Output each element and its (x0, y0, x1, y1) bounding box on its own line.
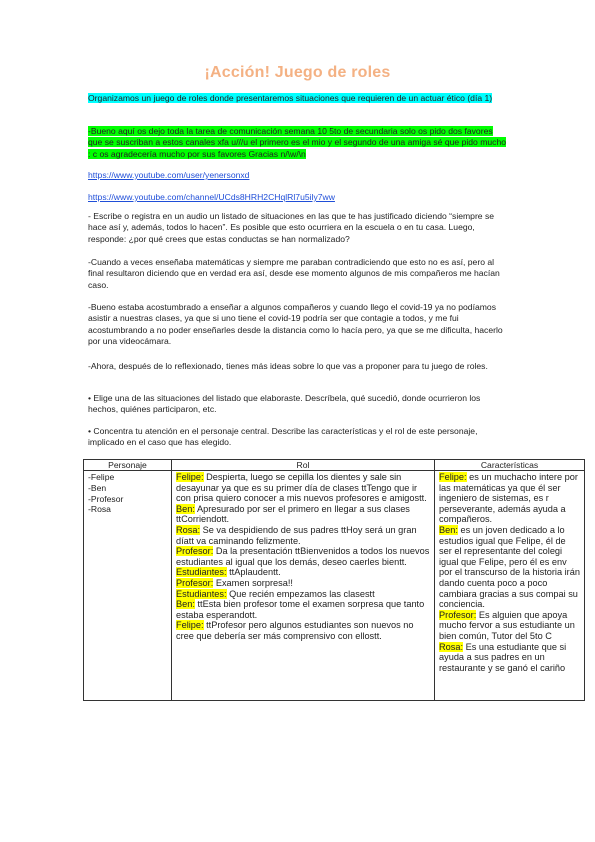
link-paragraph-1 (88, 170, 508, 181)
page-title: ¡Acción! Juego de roles (204, 64, 391, 81)
rol-text: Se va despidiendo de sus padres ttHoy será un gran díatt va caminando felizmente. (176, 524, 417, 546)
rol-entry (176, 525, 430, 546)
speaker-label: Felipe: (439, 472, 467, 482)
rol-entry (176, 567, 430, 578)
speaker-label: Rosa: (439, 641, 464, 652)
header-rol: Rol (172, 460, 435, 471)
header-personaje: Personaje (84, 460, 172, 471)
rol-text: Apresurado por ser el primero en llegar a sus clases ttCorriendott. (176, 503, 410, 525)
table-row (84, 471, 585, 701)
speaker-label: Profesor: (176, 546, 214, 557)
note-highlight: -Bueno aquí os dejo toda la tarea de comunicación semana 10 5to de secundaria solo os pido dos favores que se suscriban a estos canales xfa u///u el primero es el mio y el segundo de una amiga sé que pido mucho : c os agradecería mucho por sus favores Gracias n/\w/\n (88, 126, 506, 159)
table-header-row (84, 460, 585, 471)
link-paragraph-2 (88, 192, 508, 203)
rol-entry (176, 578, 430, 589)
rol-entry (176, 504, 430, 525)
caracteristica-text: es un joven dedicado a lo estudios igual que Felipe, él de ser el representante del colegi igual que Felipe, pero él es env por el transcurso de la historia irán dando cuenta poco a poco cambiara gracias a sus compai su conciencia. (439, 524, 580, 610)
caracteristica-entry (439, 472, 580, 525)
personajes-cell (84, 471, 172, 701)
speaker-label: Rosa: (176, 524, 201, 535)
rol-entry (176, 599, 430, 620)
rol-text: Despierta, luego se cepilla los dientes y sale sin desayunar ya que es su primer día de clases ttTengo que ir con prisa quiero conocer a mis nuevos profesores e amigostt. (176, 472, 427, 504)
youtube-link-2[interactable]: https://www.youtube.com/channel/UCds8HRH2CHqlRl7u5ily7ww (88, 192, 335, 202)
reflection-paragraph: -Ahora, después de lo reflexionado, tienes más ideas sobre lo que vas a proponer para tu juego de roles. (88, 361, 488, 371)
speaker-label: Felipe: (176, 620, 204, 631)
speaker-label: Profesor: (176, 577, 214, 588)
bullet-paragraph-2: • Concentra tu atención en el personaje central. Describe las características y el rol de este personaje, implicado en el caso que has elegido. (88, 426, 478, 448)
rol-text: Examen sorpresa!! (213, 577, 293, 588)
speaker-label: Felipe: (176, 472, 204, 482)
personaje-item: -Profesor (88, 493, 124, 504)
caracteristica-entry (439, 610, 580, 642)
rol-entry (176, 472, 430, 504)
caracteristicas-cell (435, 471, 585, 701)
caracteristica-entry (439, 642, 580, 674)
note-paragraph (88, 126, 508, 160)
personaje-item: -Ben (88, 482, 107, 493)
speaker-label: Ben: (176, 503, 195, 514)
answer-paragraph-2: -Bueno estaba acostumbrado a enseñar a algunos compañeros y cuando llego el covid-19 ya no podíamos asistir a nuestras clases, ya que si uno tiene el covid-19 podría ser que contagie a todos, y me fui acostumbrando a no poder enseñarles desde la distancia como lo hacía pero, ya que se me dificulta, hacerlo por una videocámara. (88, 302, 503, 347)
speaker-label: Profesor: (439, 609, 477, 620)
rol-cell (172, 471, 435, 701)
speaker-label: Ben: (176, 599, 195, 610)
speaker-label: Estudiantes: (176, 588, 227, 599)
caracteristica-entry (439, 525, 580, 610)
rol-entry (176, 589, 430, 600)
caracteristica-text: Es una estudiante que si ayuda a sus padres en un restaurante y se ganó el cariño (439, 641, 567, 673)
intro-paragraph (88, 93, 508, 104)
rol-text: ttEsta bien profesor tome el examen sorpresa que tanto estaba esperandott. (176, 599, 425, 620)
caracteristica-text: es un muchacho intere por las matemáticas ya que él ser ingeniero de sistemas, es r perseverante, además ayuda a compañeros. (439, 472, 578, 525)
caracteristica-text: Es alguien que apoya mucho fervor a sus estudiante un bien común, Tutor del 5to C (439, 609, 575, 641)
intro-highlight: Organizamos un juego de roles donde presentaremos situaciones que requieren de un actuar ético (día 1) (88, 93, 493, 103)
instruction-paragraph: - Escribe o registra en un audio un listado de situaciones en las que te has justificado diciendo “siempre se hace así y, además, todos lo hacen”. Es posible que esto ocurriera en la escuela o en tu casa. Luego, responde: ¿por qué crees que estas conductas se han normalizado? (88, 211, 495, 244)
speaker-label: Estudiantes: (176, 567, 227, 578)
rol-text: ttAplaudentt. (226, 567, 281, 578)
speaker-label: Ben: (439, 524, 458, 535)
answer-paragraph-1: -Cuando a veces enseñaba matemáticas y siempre me paraban contradiciendo que esto no es así, pero al final resultaron diciendo que en verdad era así, desde ese momento algunos de mis compañeros me hacían caso. (88, 257, 500, 290)
rol-entry (176, 546, 430, 567)
personaje-item: -Felipe (88, 472, 115, 482)
youtube-link-1[interactable]: https://www.youtube.com/user/yenersonxd (88, 170, 250, 180)
rol-text: ttProfesor pero algunos estudiantes son nuevos no cree que debería ser más comprensivo con ellostt. (176, 620, 414, 641)
rol-text: Que recién empezamos las clasestt (226, 588, 375, 599)
roles-table (83, 459, 585, 701)
bullet-paragraph-1: • Elige una de las situaciones del listado que elaboraste. Descríbela, qué sucedió, donde ocurrieron los hechos, quiénes participaron, etc. (88, 393, 481, 415)
rol-text: Da la presentación ttBienvenidos a todos los nuevos estudiantes al igual que los demás, deseo caerles bientt. (176, 546, 430, 567)
header-caracteristicas: Características (435, 460, 585, 471)
personaje-item: -Rosa (88, 504, 111, 515)
rol-entry (176, 620, 430, 641)
